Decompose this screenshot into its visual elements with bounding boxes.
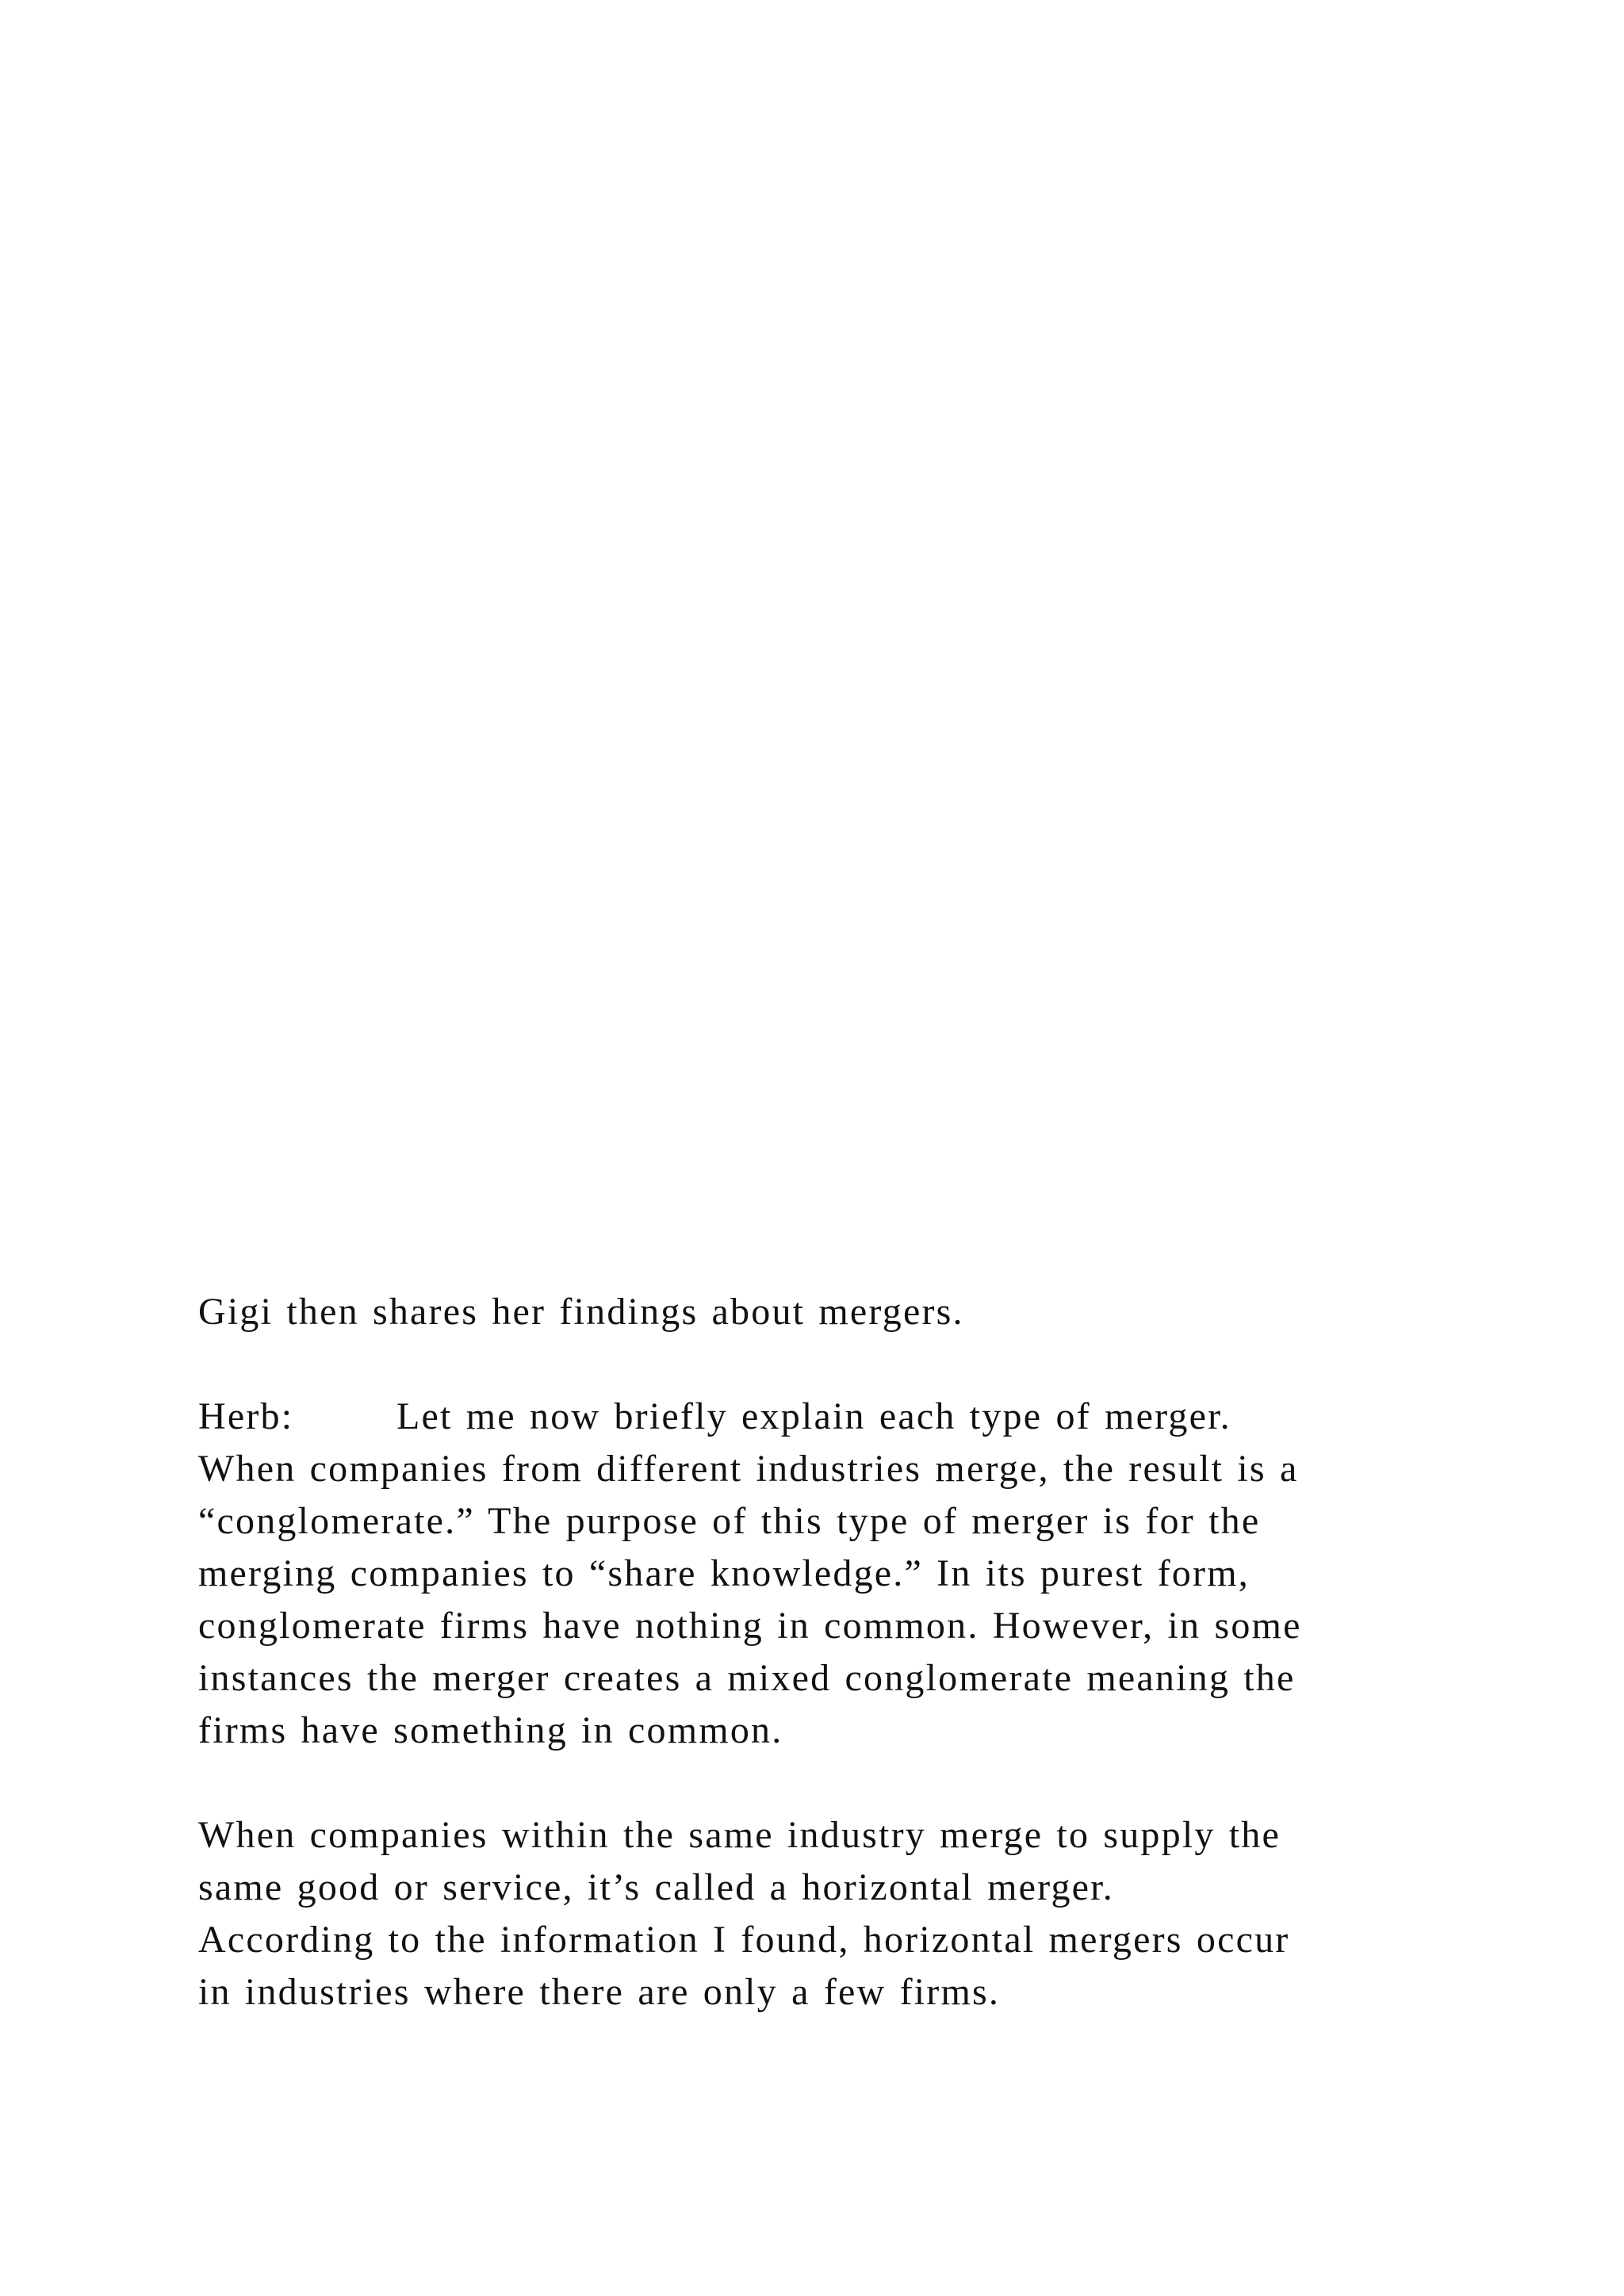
paragraph2-line-1: When companies within the same industry merge to supply the xyxy=(198,1814,1281,1856)
document-body xyxy=(198,1286,1467,2019)
paragraph2-line-2: same good or service, it’s called a horizontal merger. xyxy=(198,1866,1114,1908)
paragraph2-line-3: According to the information I found, horizontal mergers occur xyxy=(198,1919,1290,1961)
paragraph1-line-3: “conglomerate.” The purpose of this type of merger is for the xyxy=(198,1500,1261,1542)
paragraph1-line-7: firms have something in common. xyxy=(198,1709,783,1751)
paragraph1-line-6: instances the merger creates a mixed conglomerate meaning the xyxy=(198,1657,1296,1699)
speaker-line xyxy=(198,1391,1467,1443)
speaker-label: Herb: xyxy=(198,1395,294,1437)
paragraph1-line-2: When companies from different industries merge, the result is a xyxy=(198,1448,1299,1490)
intro-line: Gigi then shares her findings about mergers. xyxy=(198,1291,964,1333)
paragraph1-line-1: Let me now briefly explain each type of merger. xyxy=(396,1395,1231,1437)
paragraph-gap xyxy=(198,1338,1467,1391)
paragraph1-line-4: merging companies to “share knowledge.” In its purest form, xyxy=(198,1552,1250,1594)
paragraph-gap xyxy=(198,1757,1467,1809)
paragraph2-line-4: in industries where there are only a few firms. xyxy=(198,1971,1001,2013)
paragraph1-line-5: conglomerate firms have nothing in common. However, in some xyxy=(198,1605,1302,1647)
